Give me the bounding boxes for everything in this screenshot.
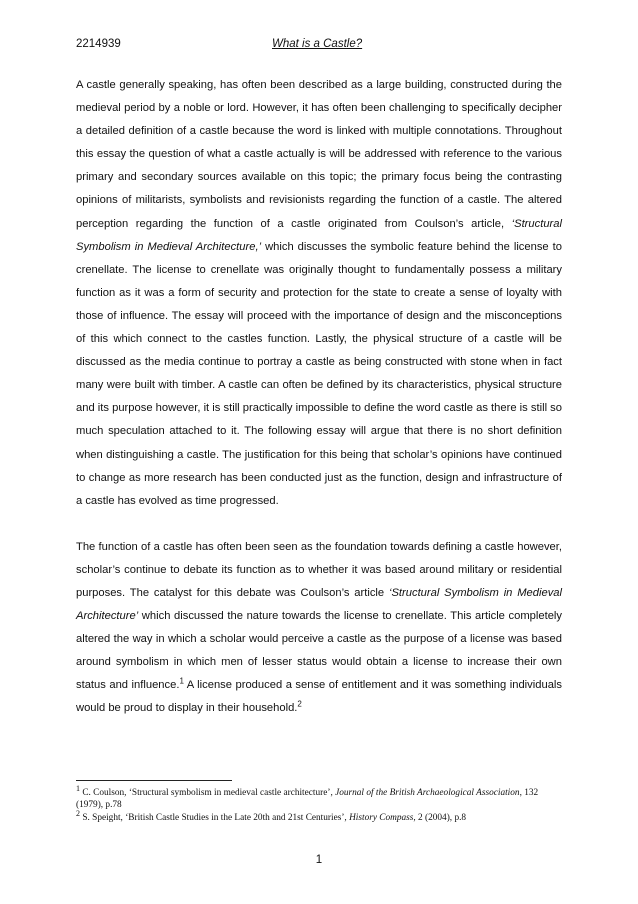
footnote-1-citation: , 132 (1979), p.78: [76, 788, 539, 811]
footnote-2-journal: History Compass: [349, 812, 414, 823]
footnote-1-number: 1: [76, 783, 80, 793]
footnote-2-number: 2: [76, 808, 80, 818]
paragraph-2: [76, 536, 562, 721]
footnote-1-journal: Journal of the British Archaeological Association: [335, 788, 520, 798]
paragraph-1: [76, 74, 562, 513]
paragraph-2-text-b: which discussed the nature towards the license to crenellate. This article completely altered the way in which a scholar would perceive a castle as the purpose of a license was based around symbolism in which men of lesser status would obtain a license to increase their own status and influence.: [76, 610, 562, 692]
paragraph-1-text-a: A castle generally speaking, has often been described as a large building, constructed during the medieval period by a noble or lord. However, it has often been challenging to specifically decipher a detailed definition of a castle because the word is linked with multiple connotations. Throughout this essay the question of what a castle actually is will be addressed with reference to the various primary and secondary sources available on this topic; the primary focus being the contrasting opinions of militarists, symbolists and revisionists regarding the function of a castle. The altered perception regarding the function of a castle originated from Coulson’s article,: [76, 79, 562, 230]
student-id: 2214939: [76, 38, 121, 50]
footnote-2-citation: , 2 (2004), p.8: [413, 812, 467, 823]
footnote-ref-2[interactable]: 2: [297, 699, 302, 709]
footnote-ref-1[interactable]: 1: [179, 676, 184, 686]
footnote-1-text: C. Coulson, ‘Structural symbolism in medieval castle architecture’,: [80, 788, 336, 798]
footnote-2-text: S. Speight, ‘British Castle Studies in the Late 20th and 21st Centuries’,: [80, 812, 350, 823]
paragraph-2-article-title: ‘Structural Symbolism in Medieval Architecture’: [76, 586, 563, 623]
page-number: 1: [315, 854, 323, 866]
essay-title: What is a Castle?: [272, 38, 363, 50]
paragraph-2-text-c: A license produced a sense of entitlement and it was something individuals would be proud to display in their household.: [76, 679, 562, 715]
paragraph-1-article-title: ‘Structural Symbolism in Medieval Architecture,’: [76, 217, 562, 253]
footnote-2: [76, 808, 562, 824]
page-header: [76, 38, 562, 54]
footnote-1: [76, 783, 562, 812]
footnote-divider: [76, 780, 232, 781]
paragraph-2-text-a: The function of a castle has often been seen as the foundation towards defining a castle however, scholar’s continue to debate its function as to whether it was based around military or residential purposes. The catalyst for this debate was Coulson’s article: [76, 540, 562, 599]
footnotes: [76, 783, 562, 824]
essay-body: [76, 74, 562, 721]
paragraph-1-text-b: which discusses the symbolic feature behind the license to crenellate. The license to crenellate was originally thought to fundamentally possess a military function as it was a form of security and protection for the state to create a sense of loyalty with those of influence. The essay will proceed with the importance of design and the misconceptions of this which connect to the castles function. Lastly, the physical structure of a castle will be discussed as the media continue to portray a castle as being constructed with stone when in fact many were built with timber. A castle can often be defined by its characteristics, physical structure and its purpose however, it is still practically impossible to define the word castle as there is still so much speculation attached to it. The following essay will argue that there is no short definition when distinguishing a castle. The justification for this being that scholar’s opinions have continued to change as more research has been conducted just as the function, design and infrastructure of a castle has evolved as time progressed.: [76, 240, 562, 507]
